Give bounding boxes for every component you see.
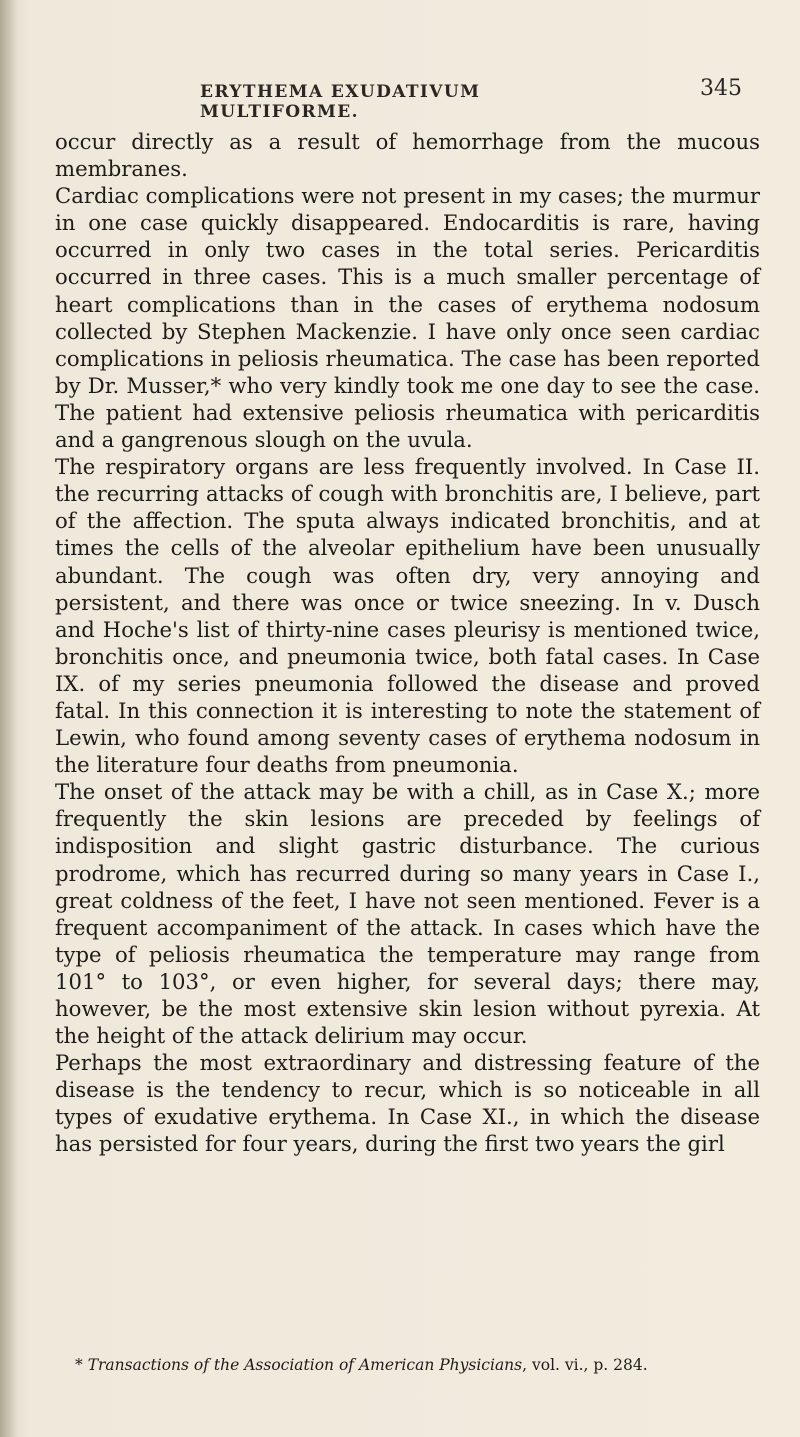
page-number: 345 (700, 76, 742, 101)
running-header: ERYTHEMA EXUDATIVUM MULTIFORME. (200, 82, 481, 122)
footnote-marker: * (75, 1356, 88, 1374)
footnote (75, 1355, 765, 1375)
footnote-citation: , vol. vi., p. 284. (522, 1356, 648, 1374)
paragraph-5: Perhaps the most extraordinary and distressing feature of the disease is the tendency to recur, which is so noticeable in all types of exudative erythema. In Case XI., in which the disease has persisted for four years, during the first two years the girl (55, 1050, 760, 1157)
spine-shadow (0, 0, 18, 1437)
footnote-title: Transactions of the Association of American Physicians (87, 1356, 523, 1374)
paragraph-4: The onset of the attack may be with a chill, as in Case X.; more frequently the skin lesions are preceded by feelings of indisposition and slight gastric disturbance. The curious prodrome, which has recurred during so many years in Case I., great coldness of the feet, I have not seen mentioned. Fever is a frequent accompaniment of the attack. In cases which have the type of peliosis rheumatica the temperature may range from 101° to 103°, or even higher, for several days; there may, however, be the most extensive skin lesion without pyrexia. At the height of the attack delirium may occur. (55, 779, 760, 1049)
paragraph-1: occur directly as a result of hemorrhage from the mucous membranes. (55, 129, 760, 182)
body-text (55, 128, 760, 1158)
paragraph-2: Cardiac complications were not present in my cases; the murmur in one case quickly disappeared. Endocarditis is rare, having occurred in only two cases in the total series. Pericarditis occurred in three cases. This is a much smaller percentage of heart complications than in the cases of erythema nodosum collected by Stephen Mackenzie. I have only once seen cardiac complications in peliosis rheumatica. The case has been reported by Dr. Musser,* who very kindly took me one day to see the case. The patient had extensive peliosis rheumatica with pericarditis and a gangrenous slough on the uvula. (55, 183, 760, 453)
paragraph-3: The respiratory organs are less frequently involved. In Case II. the recurring attacks of cough with bronchitis are, I believe, part of the affection. The sputa always indicated bronchitis, and at times the cells of the alveolar epithelium have been unusually abundant. The cough was often dry, very annoying and persistent, and there was once or twice sneezing. In v. Dusch and Hoche's list of thirty-nine cases pleurisy is mentioned twice, bronchitis once, and pneumonia twice, both fatal cases. In Case IX. of my series pneumonia followed the disease and proved fatal. In this connection it is interesting to note the statement of Lewin, who found among seventy cases of erythema nodosum in the literature four deaths from pneumonia. (55, 454, 760, 778)
